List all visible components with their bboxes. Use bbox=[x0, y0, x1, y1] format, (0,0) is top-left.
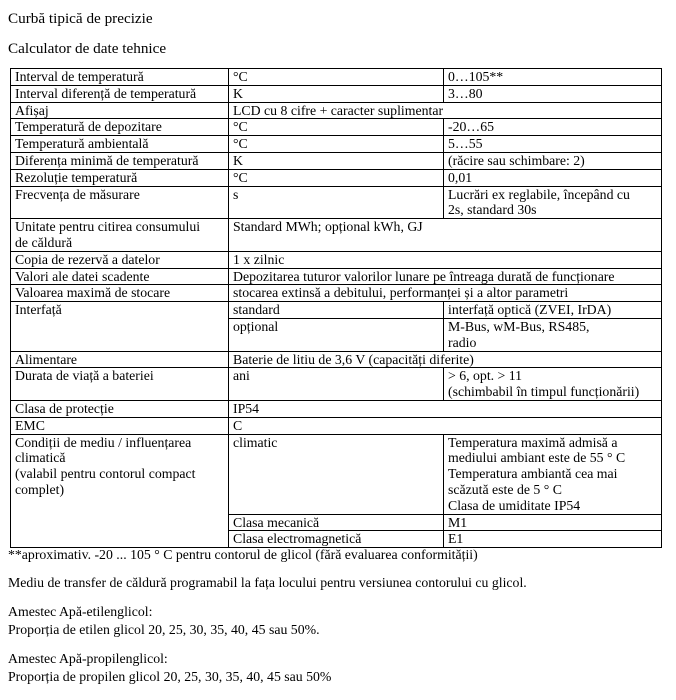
interface-optional-value bbox=[444, 318, 662, 351]
interface-standard-value: interfață optică (ZVEI, IrDA) bbox=[444, 302, 662, 319]
protection-class-label: Clasa de protecție bbox=[11, 400, 229, 417]
measuring-frequency-value-line: Lucrări ex reglabile, începând cu bbox=[448, 186, 630, 202]
battery-life-unit: ani bbox=[229, 368, 444, 401]
technical-data-table bbox=[10, 68, 662, 548]
electromagnetic-class-type: Clasa electromagnetică bbox=[229, 531, 444, 548]
document-title: Curbă tipică de precizie bbox=[8, 10, 153, 27]
environmental-conditions-label-line: climatică bbox=[15, 450, 66, 466]
heat-consumption-unit-label-line: de căldură bbox=[15, 234, 73, 250]
measuring-frequency-label: Frecvența de măsurare bbox=[11, 186, 229, 219]
table-row-due-date-values bbox=[11, 268, 662, 285]
heat-consumption-unit-label-line: Unitate pentru citirea consumului bbox=[15, 219, 201, 235]
due-date-values-value: Depozitarea tuturor valorilor lunare pe întreaga durată de funcționare bbox=[229, 268, 662, 285]
interface-label: Interfață bbox=[11, 302, 229, 351]
environmental-conditions-label-line: complet) bbox=[15, 481, 65, 497]
temperature-resolution-label: Rezoluție temperatură bbox=[11, 169, 229, 186]
due-date-values-label: Valori ale datei scadente bbox=[11, 268, 229, 285]
temperature-difference-range-unit: K bbox=[229, 85, 444, 102]
table-row-ambient-temperature bbox=[11, 136, 662, 153]
table-row-storage-temperature bbox=[11, 119, 662, 136]
power-supply-value: Baterie de litiu de 3,6 V (capacități diferite) bbox=[229, 351, 662, 368]
environmental-conditions-label bbox=[11, 434, 229, 548]
display-value: LCD cu 8 cifre + caracter suplimentar bbox=[229, 102, 662, 119]
document-subtitle: Calculator de date tehnice bbox=[8, 40, 167, 57]
emc-label: EMC bbox=[11, 417, 229, 434]
table-row-display bbox=[11, 102, 662, 119]
climatic-class-value-line: Temperatura maximă admisă a bbox=[448, 434, 618, 450]
heat-consumption-unit-label bbox=[11, 219, 229, 252]
interface-optional-value-line: M-Bus, wM-Bus, RS485, bbox=[448, 318, 590, 334]
max-storage-value: stocarea extinsă a debitului, performanței și a altor parametri bbox=[229, 285, 662, 302]
measuring-frequency-unit: s bbox=[229, 186, 444, 219]
protection-class-value: IP54 bbox=[229, 400, 662, 417]
interface-optional-type: opțional bbox=[229, 318, 444, 351]
battery-life-value-line: (schimbabil în timpul funcționării) bbox=[448, 384, 640, 400]
table-row-environment-climatic bbox=[11, 434, 662, 514]
min-temperature-difference-label: Diferența minimă de temperatură bbox=[11, 152, 229, 169]
table-row-measuring-frequency bbox=[11, 186, 662, 219]
temperature-range-label: Interval de temperatură bbox=[11, 69, 229, 86]
table-row-temperature-difference-range bbox=[11, 85, 662, 102]
data-backup-label: Copia de rezervă a datelor bbox=[11, 251, 229, 268]
propylene-glycol-heading: Amestec Apă-propilenglicol: bbox=[8, 651, 168, 666]
measuring-frequency-value bbox=[444, 186, 662, 219]
max-storage-label: Valoarea maximă de stocare bbox=[11, 285, 229, 302]
battery-life-label: Durata de viață a bateriei bbox=[11, 368, 229, 401]
battery-life-value-line: > 6, opt. > 11 bbox=[448, 368, 523, 384]
climatic-class-type: climatic bbox=[229, 434, 444, 514]
ambient-temperature-unit: °C bbox=[229, 136, 444, 153]
power-supply-label: Alimentare bbox=[11, 351, 229, 368]
climatic-class-value-line: mediului ambiant este de 55 ° C bbox=[448, 450, 626, 466]
climatic-class-value bbox=[444, 434, 662, 514]
temperature-resolution-value: 0,01 bbox=[444, 169, 662, 186]
storage-temperature-label: Temperatură de depozitare bbox=[11, 119, 229, 136]
table-row-temperature-resolution bbox=[11, 169, 662, 186]
environmental-conditions-label-line: Condiții de mediu / influențarea bbox=[15, 434, 192, 450]
ethylene-glycol-proportions: Proporția de etilen glicol 20, 25, 30, 35, 40, 45 sau 50%. bbox=[8, 622, 320, 637]
table-row-emc bbox=[11, 417, 662, 434]
climatic-class-value-line: Clasa de umiditate IP54 bbox=[448, 497, 581, 513]
min-temperature-difference-value: (răcire sau schimbare: 2) bbox=[444, 152, 662, 169]
temperature-difference-range-value: 3…80 bbox=[444, 85, 662, 102]
ambient-temperature-label: Temperatură ambientală bbox=[11, 136, 229, 153]
table-row-battery-life bbox=[11, 368, 662, 401]
ambient-temperature-value: 5…55 bbox=[444, 136, 662, 153]
temperature-range-unit: °C bbox=[229, 69, 444, 86]
table-row-protection-class bbox=[11, 400, 662, 417]
storage-temperature-value: -20…65 bbox=[444, 119, 662, 136]
ethylene-glycol-heading: Amestec Apă-etilenglicol: bbox=[8, 604, 153, 619]
climatic-class-value-line: scăzută este de 5 ° C bbox=[448, 481, 562, 497]
mechanical-class-value: M1 bbox=[444, 514, 662, 531]
measuring-frequency-value-line: 2s, standard 30s bbox=[448, 202, 537, 218]
table-row-min-temperature-difference bbox=[11, 152, 662, 169]
electromagnetic-class-value: E1 bbox=[444, 531, 662, 548]
mechanical-class-type: Clasa mecanică bbox=[229, 514, 444, 531]
battery-life-value bbox=[444, 368, 662, 401]
heat-consumption-unit-value: Standard MWh; opțional kWh, GJ bbox=[229, 219, 662, 252]
table-row-max-storage bbox=[11, 285, 662, 302]
table-row-power-supply bbox=[11, 351, 662, 368]
interface-optional-value-line: radio bbox=[448, 334, 477, 350]
temperature-footnote: **aproximativ. -20 ... 105 ° C pentru contorul de glicol (fără evaluarea conformității) bbox=[8, 547, 478, 562]
interface-standard-type: standard bbox=[229, 302, 444, 319]
data-backup-value: 1 x zilnic bbox=[229, 251, 662, 268]
temperature-range-value: 0…105** bbox=[444, 69, 662, 86]
table-row-data-backup bbox=[11, 251, 662, 268]
propylene-glycol-proportions: Proporția de propilen glicol 20, 25, 30, 35, 40, 45 sau 50% bbox=[8, 669, 332, 684]
storage-temperature-unit: °C bbox=[229, 119, 444, 136]
heat-transfer-medium-note: Mediu de transfer de căldură programabil la fața locului pentru versiunea contorului cu glicol. bbox=[8, 575, 527, 590]
display-label: Afișaj bbox=[11, 102, 229, 119]
table-row-temperature-range bbox=[11, 69, 662, 86]
emc-value: C bbox=[229, 417, 662, 434]
temperature-difference-range-label: Interval diferență de temperatură bbox=[11, 85, 229, 102]
environmental-conditions-label-line: (valabil pentru contorul compact bbox=[15, 466, 196, 482]
temperature-resolution-unit: °C bbox=[229, 169, 444, 186]
climatic-class-value-line: Temperatura ambiantă cea mai bbox=[448, 466, 618, 482]
table-row-interface-standard bbox=[11, 302, 662, 319]
table-row-heat-consumption-unit bbox=[11, 219, 662, 252]
min-temperature-difference-unit: K bbox=[229, 152, 444, 169]
